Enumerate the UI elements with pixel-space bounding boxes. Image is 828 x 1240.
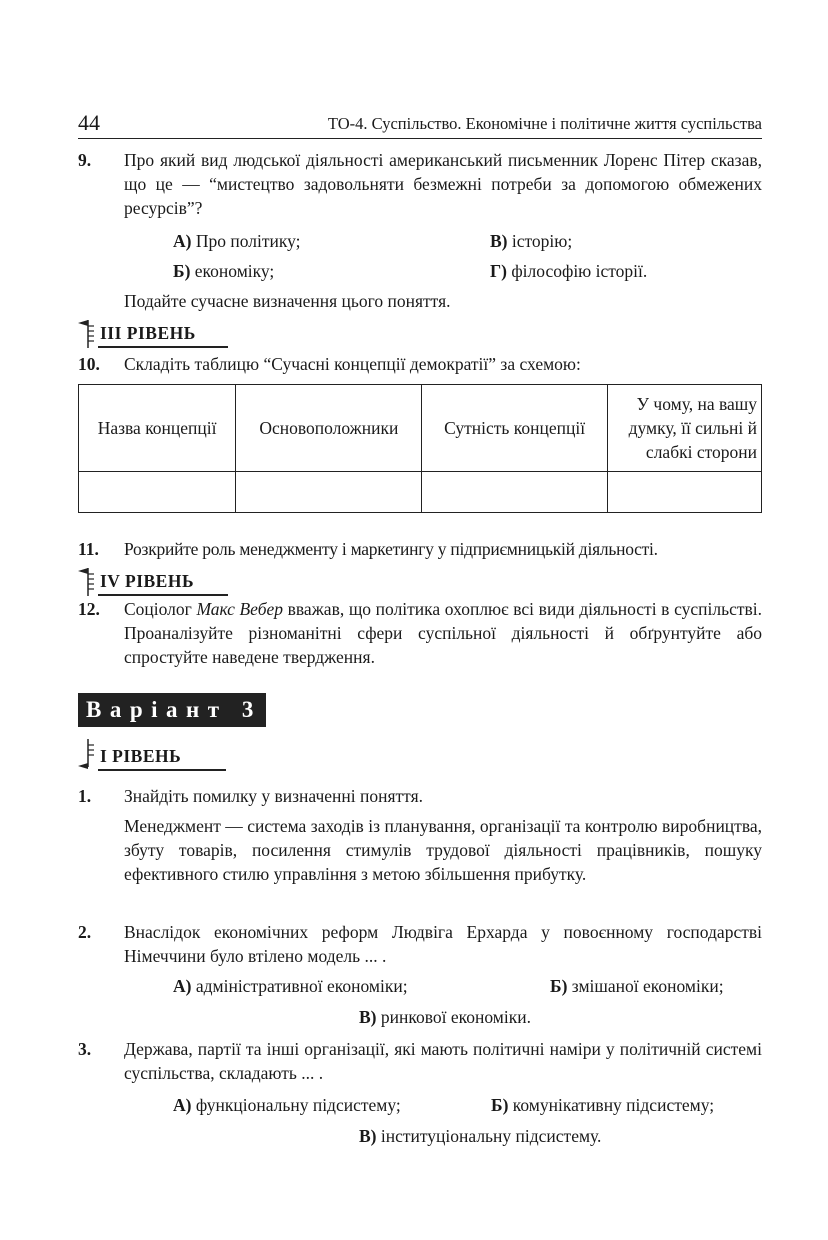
question-number: 10. bbox=[78, 354, 100, 374]
question-number: 9. bbox=[78, 150, 92, 170]
question-text: Складіть таблицю “Сучасні концепції демократії” за схемою: bbox=[124, 354, 581, 374]
question-number: 2. bbox=[78, 922, 92, 942]
question-number: 11. bbox=[78, 539, 99, 559]
option-v bbox=[359, 1005, 531, 1029]
running-title: ТО-4. Суспільство. Економічне і політичне життя суспільства bbox=[327, 114, 762, 133]
table-header: У чому, на вашу думку, її сильні й слабкі сторони bbox=[607, 385, 761, 472]
level-underline bbox=[98, 346, 228, 348]
page-header bbox=[78, 110, 762, 139]
option-text: філософію історії. bbox=[511, 261, 648, 281]
question-text: Внаслідок економічних реформ Людвіга Ерхарда у повоєнному господарстві Німеччини було втілено модель ... . bbox=[124, 922, 762, 966]
option-key: В) bbox=[359, 1007, 377, 1027]
option-key: Б) bbox=[550, 976, 568, 996]
option-key: А) bbox=[173, 231, 192, 251]
text-part: вважав, що політика охоплює всі види діяльності в суспільстві. Проаналізуйте різноманітні сфери суспільної діяльності й обґрунтуйте або спростуйте наведене твердження. bbox=[124, 599, 762, 667]
page-number: 44 bbox=[78, 110, 100, 135]
option-text: інституціональну підсистему. bbox=[380, 1126, 602, 1146]
question-number: 3. bbox=[78, 1039, 92, 1059]
option-b bbox=[550, 974, 724, 998]
option-v bbox=[490, 229, 572, 253]
option-key: В) bbox=[359, 1126, 377, 1146]
option-a bbox=[173, 1093, 401, 1117]
level-marker-icon bbox=[78, 737, 100, 773]
option-text: Про політику; bbox=[195, 231, 301, 251]
variant-question-1 bbox=[78, 784, 762, 808]
option-text: змішаної економіки; bbox=[571, 976, 724, 996]
question-number: 12. bbox=[78, 599, 100, 619]
question-text: Знайдіть помилку у визначенні поняття. bbox=[124, 786, 424, 806]
option-key: А) bbox=[173, 1095, 192, 1115]
option-text: ринкової економіки. bbox=[380, 1007, 531, 1027]
option-text: економіку; bbox=[194, 261, 275, 281]
option-b bbox=[491, 1093, 714, 1117]
person-name: Макс Вебер bbox=[196, 599, 284, 619]
option-b bbox=[173, 259, 274, 283]
definition-text: Менеджмент — система заходів із планування, організації та контролю виробництва, збуту товарів, посилення стимулів трудової діяльності працівників, пошуку ефективного стилю управління з метою збільшення прибутку. bbox=[124, 816, 762, 884]
text-part: Соціолог bbox=[124, 599, 197, 619]
variant-question-2 bbox=[78, 920, 762, 968]
question-12 bbox=[78, 597, 762, 669]
level-marker-icon bbox=[78, 314, 100, 350]
option-g bbox=[490, 259, 647, 283]
level-1-heading bbox=[78, 743, 238, 771]
table-header: Основоположники bbox=[236, 385, 422, 472]
definition-block bbox=[78, 814, 762, 886]
table-cell bbox=[607, 472, 761, 513]
table-cell bbox=[236, 472, 422, 513]
question-text bbox=[124, 597, 762, 669]
question-text: Держава, партії та інші організації, які мають політичні наміри у політичній системі суспільства, складають ... . bbox=[124, 1039, 762, 1083]
variant-heading: Варіант 3 bbox=[78, 693, 266, 727]
option-key: А) bbox=[173, 976, 192, 996]
level-underline bbox=[98, 594, 228, 596]
table-row bbox=[79, 472, 762, 513]
table-header-row bbox=[79, 385, 762, 472]
variant-question-3 bbox=[78, 1037, 762, 1085]
option-key: В) bbox=[490, 231, 508, 251]
level-label: ІV РІВЕНЬ bbox=[100, 571, 195, 591]
level-3-heading bbox=[78, 320, 228, 348]
option-text: адміністративної економіки; bbox=[195, 976, 408, 996]
question-text: Розкрийте роль менеджменту і маркетингу у підприємницькій діяльності. bbox=[124, 539, 658, 559]
level-label: ІІІ РІВЕНЬ bbox=[100, 323, 196, 343]
question-10 bbox=[78, 352, 762, 376]
level-marker-icon bbox=[78, 562, 100, 598]
option-text: історію; bbox=[511, 231, 573, 251]
level-label: І РІВЕНЬ bbox=[100, 746, 182, 766]
option-key: Б) bbox=[173, 261, 191, 281]
question-text: Про який вид людської діяльності американський письменник Лоренс Пітер сказав, що це — “мистецтво задовольняти безмежні потреби за допомогою обмежених ресурсів”? bbox=[124, 150, 762, 218]
question-number: 1. bbox=[78, 786, 92, 806]
followup-text: Подайте сучасне визначення цього поняття. bbox=[124, 291, 451, 311]
table-cell bbox=[422, 472, 607, 513]
option-a bbox=[173, 229, 301, 253]
table-cell bbox=[79, 472, 236, 513]
table-header: Сутність концепції bbox=[422, 385, 607, 472]
option-a bbox=[173, 974, 408, 998]
table-header: Назва концепції bbox=[79, 385, 236, 472]
option-text: комунікативну підсистему; bbox=[512, 1095, 715, 1115]
question-11 bbox=[78, 537, 762, 561]
question-9 bbox=[78, 148, 762, 220]
option-key: Б) bbox=[491, 1095, 509, 1115]
option-v bbox=[359, 1124, 601, 1148]
concepts-table bbox=[78, 384, 762, 513]
level-underline bbox=[98, 769, 226, 771]
level-4-heading bbox=[78, 568, 228, 596]
option-text: функціональну підсистему; bbox=[195, 1095, 401, 1115]
option-key: Г) bbox=[490, 261, 507, 281]
